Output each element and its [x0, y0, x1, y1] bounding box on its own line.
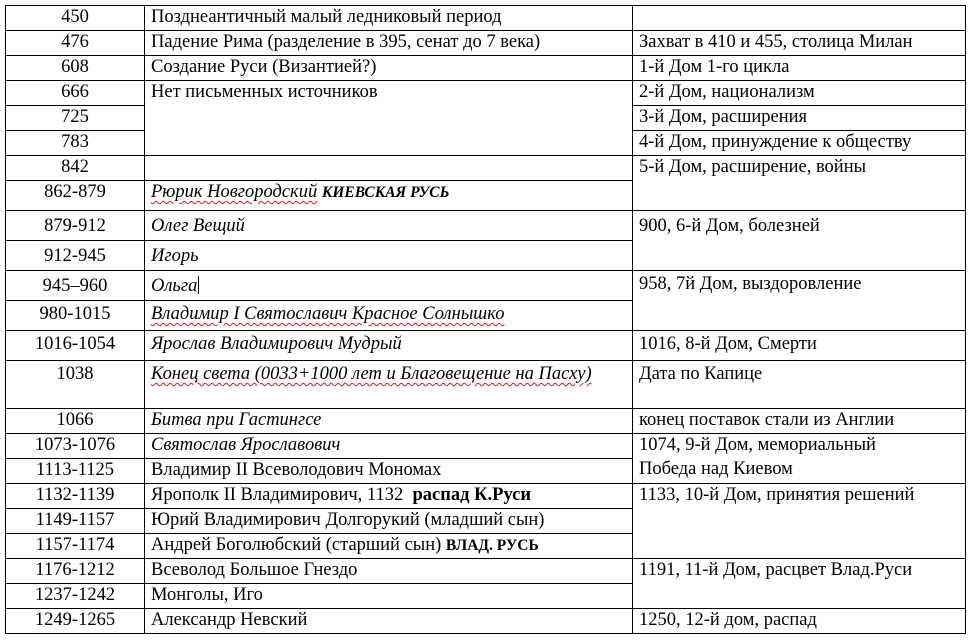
year-cell: 945–960	[6, 271, 145, 301]
event-cell: Олег Вещий	[145, 211, 633, 241]
year-cell: 842	[6, 156, 145, 181]
year-cell: 725	[6, 106, 145, 131]
year-cell: 1038	[6, 361, 145, 409]
table-row	[6, 331, 966, 361]
note-cell: 2-й Дом, национализм	[633, 81, 966, 106]
event-cell: Владимир I Святославич Красное Солнышко	[145, 301, 633, 331]
event-cell: Ярослав Владимирович Мудрый	[145, 331, 633, 361]
ruler-name: Ярополк II Владимирович, 1132	[151, 485, 404, 505]
table-row	[6, 271, 966, 301]
ruler-name: Рюрик Новгородский	[151, 182, 318, 202]
event-cell: Святослав Ярославович	[145, 434, 633, 459]
event-cell: Нет письменных источников	[145, 81, 633, 156]
event-cell	[145, 484, 633, 509]
event-cell	[145, 534, 633, 559]
table-row	[6, 6, 966, 31]
note-cell: Дата по Капице	[633, 361, 966, 409]
note-cell: 5-й Дом, расширение, войны	[633, 156, 966, 211]
note-cell: конец поставок стали из Англии	[633, 409, 966, 434]
event-cell: Александр Невский	[145, 609, 633, 634]
year-cell: 1149-1157	[6, 509, 145, 534]
table-row	[6, 559, 966, 584]
note-cell: 900, 6-й Дом, болезней	[633, 211, 966, 271]
note-cell: 1250, 12-й дом, распад	[633, 609, 966, 634]
ruler-name: Ольга	[151, 276, 198, 296]
year-cell: 1237-1242	[6, 584, 145, 609]
event-cell: Падение Рима (разделение в 395, сенат до 7 века)	[145, 31, 633, 56]
note-cell: 1191, 11-й Дом, расцвет Влад.Руси	[633, 559, 966, 609]
year-cell: 1157-1174	[6, 534, 145, 559]
event-cell	[145, 156, 633, 181]
note-cell: 1133, 10-й Дом, принятия решений	[633, 484, 966, 559]
event-cell: Владимир II Всеволодович Мономах	[145, 459, 633, 484]
event-cell: Битва при Гастингсе	[145, 409, 633, 434]
era-label: КИЕВСКАЯ РУСЬ	[321, 184, 450, 201]
era-label: ВЛАД. РУСЬ	[445, 537, 539, 554]
event-cell: Монголы, Иго	[145, 584, 633, 609]
note-cell: Захват в 410 и 455, столица Милан	[633, 31, 966, 56]
table-row	[6, 56, 966, 81]
year-cell: 879-912	[6, 211, 145, 241]
year-cell: 1132-1139	[6, 484, 145, 509]
year-cell: 666	[6, 81, 145, 106]
year-cell: 783	[6, 131, 145, 156]
year-cell: 450	[6, 6, 145, 31]
table-row	[6, 156, 966, 181]
note-cell: 958, 7й Дом, выздоровление	[633, 271, 966, 331]
table-row	[6, 81, 966, 106]
ruler-name: Андрей Боголюбский (старший сын)	[151, 535, 442, 555]
note-line: 1074, 9-й Дом, мемориальный	[639, 435, 876, 455]
event-cell: Юрий Владимирович Долгорукий (младший сын)	[145, 509, 633, 534]
event-cell: Конец света (0033+1000 лет и Благовещение на Пасху)	[145, 361, 633, 409]
event-cell	[145, 181, 633, 211]
table-row	[6, 409, 966, 434]
year-cell: 912-945	[6, 241, 145, 271]
year-cell: 1113-1125	[6, 459, 145, 484]
year-cell: 1249-1265	[6, 609, 145, 634]
table-row	[6, 211, 966, 241]
year-cell: 1176-1212	[6, 559, 145, 584]
event-cell: Позднеантичный малый ледниковый период	[145, 6, 633, 31]
table-row	[6, 484, 966, 509]
year-cell: 1016-1054	[6, 331, 145, 361]
text-cursor	[198, 276, 199, 294]
note-cell	[633, 6, 966, 31]
year-cell: 1066	[6, 409, 145, 434]
note-cell: 3-й Дом, расширения	[633, 106, 966, 131]
event-cell: Создание Руси (Византией?)	[145, 56, 633, 81]
event-cell: Игорь	[145, 241, 633, 271]
note-cell: 1-й Дом 1-го цикла	[633, 56, 966, 81]
event-cell: Всеволод Большое Гнездо	[145, 559, 633, 584]
year-cell: 980-1015	[6, 301, 145, 331]
year-cell: 608	[6, 56, 145, 81]
era-label: распад К.Руси	[412, 485, 532, 505]
table-row	[6, 361, 966, 409]
table-row	[6, 31, 966, 56]
note-cell: 1016, 8-й Дом, Смерти	[633, 331, 966, 361]
year-cell: 862-879	[6, 181, 145, 211]
event-cell	[145, 271, 633, 301]
note-cell: 4-й Дом, принуждение к обществу	[633, 131, 966, 156]
table-row	[6, 434, 966, 459]
chronology-table	[5, 5, 966, 634]
note-cell	[633, 434, 966, 484]
year-cell: 476	[6, 31, 145, 56]
year-cell: 1073-1076	[6, 434, 145, 459]
chronology-table-wrapper	[5, 5, 966, 634]
note-line: Победа над Киевом	[639, 459, 793, 479]
table-row	[6, 609, 966, 634]
